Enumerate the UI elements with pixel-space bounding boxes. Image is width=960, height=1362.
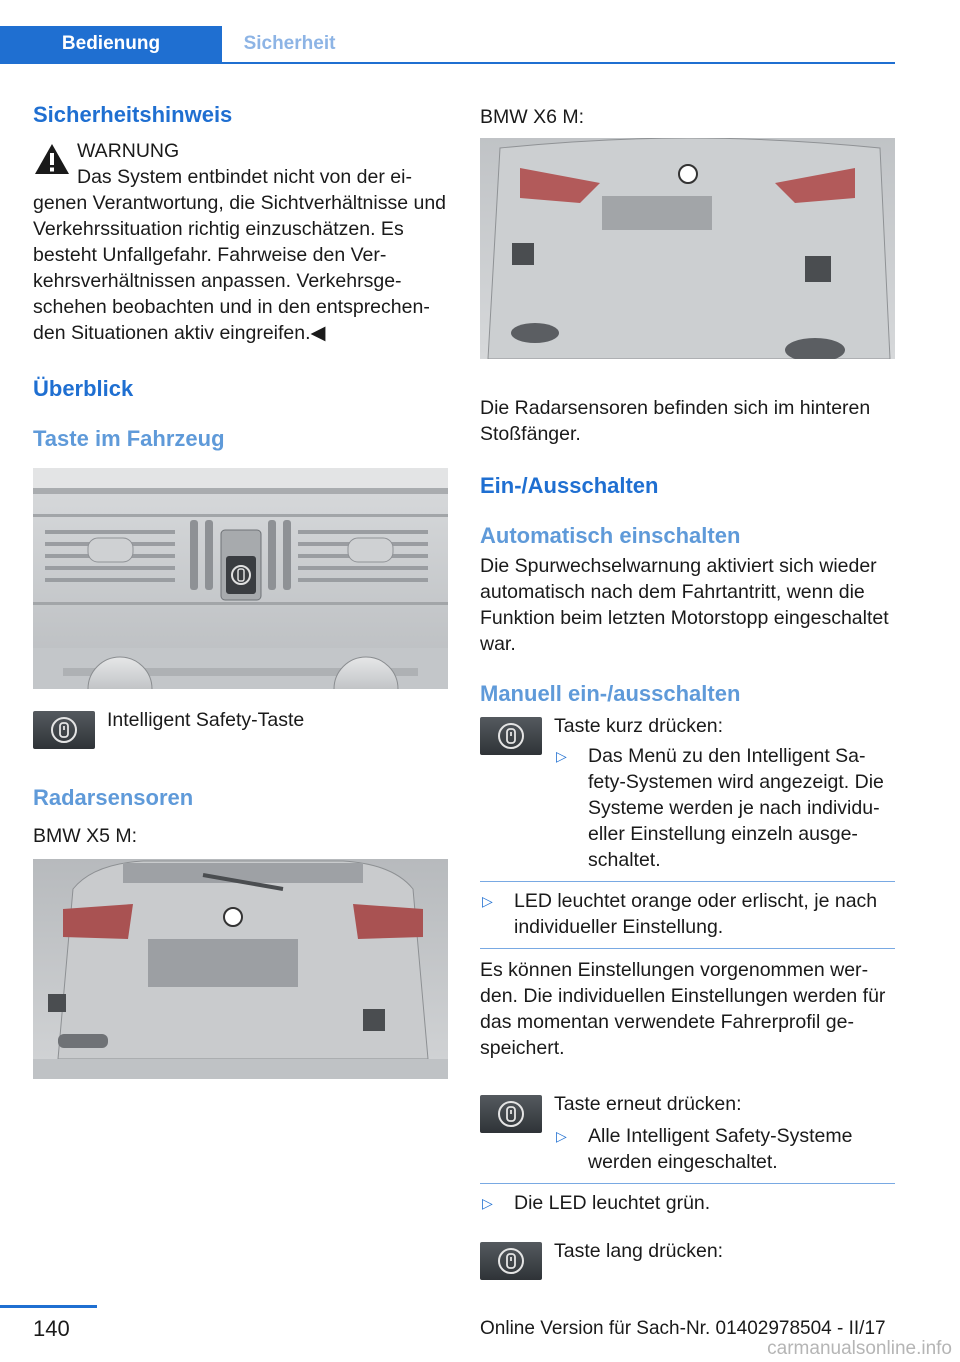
triangle-right-icon: ▷: [556, 1128, 567, 1144]
triangle-right-icon: ▷: [482, 1195, 493, 1211]
intelligent-safety-button-row: [33, 707, 448, 761]
safety-heading: Sicherheitshinweis: [33, 102, 233, 127]
long-press-text: Taste lang drücken:: [554, 1240, 724, 1262]
onoff-heading: Ein-/Ausschalten: [480, 473, 659, 498]
x6-label: BMW X6 M:: [480, 106, 585, 128]
header-tab-bar: [0, 26, 895, 64]
intelligent-safety-icon[interactable]: [480, 1095, 542, 1133]
divider: [480, 881, 895, 882]
divider: [480, 948, 895, 949]
warning-body: Das System entbindet nicht von der eigenen Verantwortung, die Sichtverhältnisse und Verkehrssituation richtig einzuschätzen. Es besteht Unfallgefahr. Fahrweise den Verkehrsverhältnissen anpassen. Verkehrsgeschehen beobachten und in den entsprechenden Situationen aktiv eingreifen.◀: [33, 166, 447, 344]
radar-heading: Radarsensoren: [33, 785, 194, 810]
overview-heading: Überblick: [33, 376, 134, 401]
again-press-row: [480, 1091, 895, 1175]
page-number: 140: [33, 1316, 70, 1341]
x5-label: BMW X5 M:: [33, 825, 138, 847]
short-bullet-1: [554, 743, 895, 873]
warning-block: [33, 138, 448, 346]
again-bullet-1-text: Alle Intelligent Safety-Systeme werden eingeschaltet.: [588, 1125, 853, 1173]
short-bullet-2-text: LED leuchtet orange oder erlischt, je nach individueller Einstellung.: [514, 890, 878, 938]
warning-triangle-icon: [33, 142, 71, 176]
short-press-text: Taste kurz drücken:: [554, 715, 724, 737]
dashboard-illustration: [33, 468, 448, 689]
again-bullet-2-text: Die LED leuchtet grün.: [514, 1192, 711, 1214]
short-press-row: [480, 713, 895, 873]
x5-rear-figure: [33, 859, 448, 1079]
intelligent-safety-icon[interactable]: [480, 1242, 542, 1280]
divider: [480, 1183, 895, 1184]
again-bullet-2: [480, 1190, 895, 1216]
long-press-row: [480, 1238, 895, 1292]
tab-bedienung[interactable]: Bedienung: [0, 26, 222, 62]
warning-title: WARNUNG: [77, 140, 180, 162]
x6-rear-figure: [480, 138, 895, 359]
triangle-right-icon: ▷: [482, 893, 493, 909]
dashboard-figure: [33, 468, 448, 689]
left-column: [33, 100, 448, 1079]
intelligent-safety-icon[interactable]: [480, 717, 542, 755]
short-bullet-1-text: Das Menü zu den Intelligent Safety-Systemen wird angezeigt. Die Systeme werden je nach individueller Einstellung einzeln ausgeschaltet.: [588, 745, 884, 871]
right-column: [480, 100, 895, 1292]
x6-rear-illustration: [480, 138, 895, 359]
intelligent-safety-icon[interactable]: [33, 711, 95, 749]
x5-rear-illustration: [33, 859, 448, 1079]
button-caption: Intelligent Safety-Taste: [107, 709, 305, 731]
auto-text: Die Spurwechselwarnung aktiviert sich wieder automatisch nach dem Fahrtantritt, wenn die Funktion beim letzten Motorstopp eingeschaltet war.: [480, 555, 889, 655]
auto-heading: Automatisch einschalten: [480, 523, 741, 548]
footer-accent-line: [0, 1305, 97, 1308]
manual-heading: Manuell ein-/ausschalten: [480, 681, 741, 706]
watermark: carmanualsonline.info: [767, 1338, 952, 1359]
again-bullet-1: [554, 1123, 895, 1175]
tab-sicherheit[interactable]: Sicherheit: [243, 33, 336, 54]
button-heading: Taste im Fahrzeug: [33, 426, 225, 451]
radar-text: Die Radarsensoren befinden sich im hinteren Stoßfänger.: [480, 397, 871, 445]
short-bullet-2: [480, 888, 895, 940]
online-version-text: Online Version für Sach-Nr. 01402978504 - II/17: [480, 1318, 886, 1339]
triangle-right-icon: ▷: [556, 748, 567, 764]
again-press-text: Taste erneut drücken:: [554, 1093, 742, 1115]
settings-text: Es können Einstellungen vorgenommen werden. Die individuellen Einstellungen werden für das momentan verwendete Fahrerprofil gespeichert.: [480, 959, 886, 1059]
